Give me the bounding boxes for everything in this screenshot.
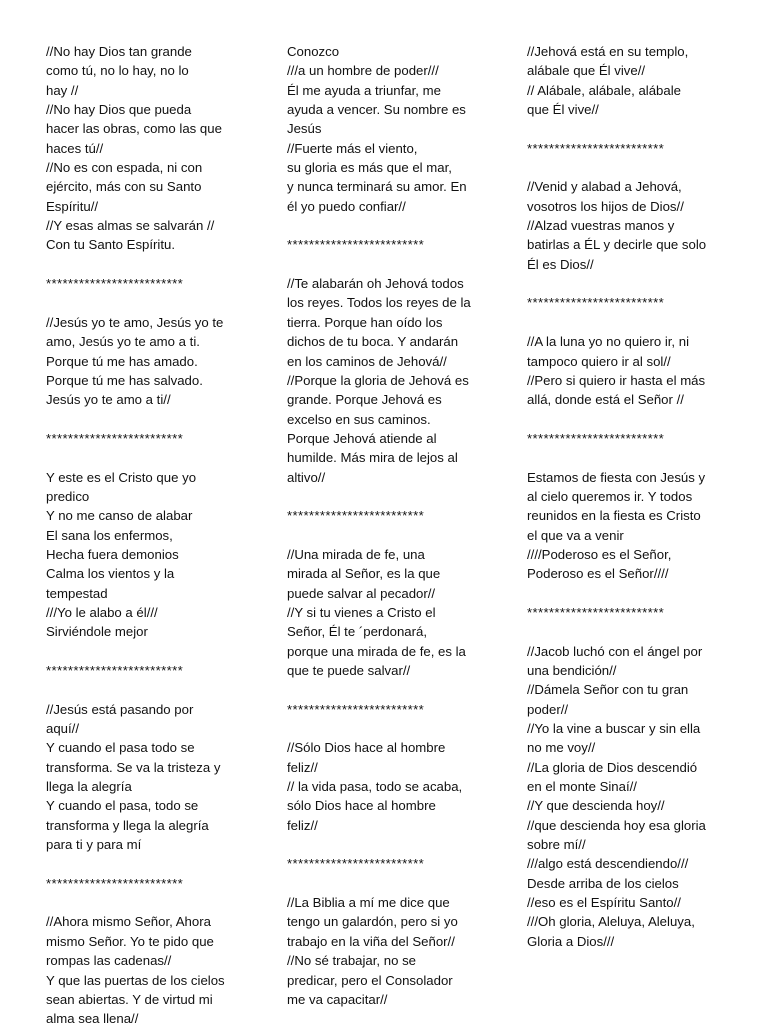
lyric-line: rompas las cadenas//: [46, 953, 172, 969]
lyric-line: Jesús yo te amo a ti//: [46, 392, 171, 408]
song-block: [46, 912, 246, 1028]
lyric-line: // Alábale, alábale, alábale: [527, 82, 681, 98]
lyric-line: Porque tú me has amado.: [46, 353, 198, 369]
lyric-line: allá, donde está el Señor //: [527, 392, 684, 408]
lyric-line: alábale que Él vive//: [527, 63, 646, 79]
lyric-line: Porque tú me has salvado.: [46, 372, 203, 388]
lyric-line: //que descienda hoy esa gloria: [527, 817, 706, 833]
lyric-line: ////Poderoso es el Señor,: [527, 546, 672, 562]
lyric-line: su gloria es más que el mar,: [287, 160, 452, 176]
lyric-line: llega la alegría: [46, 779, 132, 795]
lyric-line: el que va a venir: [527, 527, 624, 543]
lyric-line: //No sé trabajar, no se: [287, 953, 417, 969]
song-block: [46, 42, 246, 255]
lyric-line: mismo Señor. Yo te pido que: [46, 933, 214, 949]
song-block: [527, 642, 727, 952]
lyric-line: Y cuando el pasa, todo se: [46, 798, 199, 814]
lyric-line: como tú, no lo hay, no lo: [46, 63, 189, 79]
lyric-line: Hecha fuera demonios: [46, 546, 179, 562]
lyric-line: ///Oh gloria, Aleluya, Aleluya,: [527, 914, 695, 930]
lyric-line: tengo un galardón, pero si yo: [287, 914, 458, 930]
lyric-line: tempestad: [46, 585, 108, 601]
lyric-line: en los caminos de Jehová//: [287, 353, 447, 369]
lyric-line: tampoco quiero ir al sol//: [527, 353, 671, 369]
lyric-line: Conozco: [287, 44, 340, 59]
song-separator: *************************: [527, 430, 665, 446]
lyric-line: para ti y para mí: [46, 837, 142, 853]
lyric-line: hacer las obras, como las que: [46, 121, 222, 137]
lyric-line: // la vida pasa, todo se acaba,: [287, 779, 463, 795]
lyric-line: predicar, pero el Consolador: [287, 972, 453, 988]
lyric-line: Señor, Él te ´perdonará,: [287, 624, 428, 640]
lyric-line: //La Biblia a mí me dice que: [287, 895, 450, 911]
lyric-line: //Porque la gloria de Jehová es: [287, 372, 469, 388]
lyric-line: ///algo está descendiendo///: [527, 856, 689, 872]
lyric-line: Él me ayuda a triunfar, me: [287, 82, 441, 98]
lyrics-column-2: [287, 42, 487, 1009]
lyric-line: //eso es el Espíritu Santo//: [527, 895, 681, 911]
lyric-line: dichos de tu boca. Y andarán: [287, 334, 459, 350]
lyric-line: //Dámela Señor con tu gran: [527, 682, 689, 698]
lyric-line: no me voy//: [527, 740, 596, 756]
lyric-line: él yo puedo confiar//: [287, 198, 406, 214]
lyric-line: feliz//: [287, 759, 318, 775]
lyric-line: que te puede salvar//: [287, 663, 411, 678]
lyric-line: //Yo la vine a buscar y sin ella: [527, 721, 701, 737]
song-block: [46, 700, 246, 855]
lyric-line: Y no me canso de alabar: [46, 508, 193, 524]
lyric-line: ejército, más con su Santo: [46, 179, 202, 195]
lyric-line: //Fuerte más el viento,: [287, 140, 418, 156]
lyric-line: //Jesús yo te amo, Jesús yo te: [46, 314, 224, 330]
lyric-line: //Jehová está en su templo,: [527, 44, 689, 59]
lyric-line: El sana los enfermos,: [46, 527, 173, 543]
song-block: [527, 177, 727, 274]
lyric-line: trabajo en la viña del Señor//: [287, 933, 455, 949]
song-separator: *************************: [287, 701, 425, 717]
lyric-line: tierra. Porque han oído los: [287, 314, 443, 330]
lyric-line: haces tú//: [46, 140, 104, 156]
song-separator: *************************: [527, 604, 665, 620]
lyric-line: //Alzad vuestras manos y: [527, 218, 675, 234]
lyric-line: porque una mirada de fe, es la: [287, 643, 466, 659]
lyric-line: //No es con espada, ni con: [46, 160, 203, 176]
lyric-line: ///a un hombre de poder///: [287, 63, 439, 79]
lyric-line: los reyes. Todos los reyes de la: [287, 295, 471, 311]
lyric-line: humilde. Más mira de lejos al: [287, 450, 458, 466]
lyric-line: en el monte Sinaí//: [527, 779, 637, 795]
lyric-line: predico: [46, 488, 90, 504]
lyric-line: al cielo queremos ir. Y todos: [527, 488, 693, 504]
lyric-line: //Sólo Dios hace al hombre: [287, 740, 446, 756]
lyric-line: Poderoso es el Señor////: [527, 566, 669, 582]
lyrics-column-3: [527, 42, 727, 951]
song-separator: *************************: [287, 856, 425, 872]
lyric-line: poder//: [527, 701, 569, 717]
lyric-line: //La gloria de Dios descendió: [527, 759, 698, 775]
lyric-line: Jesús: [287, 121, 322, 137]
song-separator: *************************: [46, 430, 184, 446]
lyric-line: //Venid y alabad a Jehová,: [527, 179, 682, 195]
lyric-line: //No hay Dios que pueda: [46, 102, 192, 118]
song-separator: *************************: [527, 295, 665, 311]
lyric-line: hay //: [46, 82, 79, 98]
song-block: [527, 468, 727, 584]
lyric-line: alma sea llena//: [46, 1011, 139, 1027]
song-separator: *************************: [287, 508, 425, 524]
lyric-line: //Y esas almas se salvarán //: [46, 218, 215, 234]
song-block: [46, 313, 246, 410]
lyric-line: Gloria a Dios///: [527, 933, 615, 949]
lyric-line: aquí//: [46, 721, 79, 737]
lyric-line: //Y que descienda hoy//: [527, 798, 665, 814]
lyric-line: //Y si tu vienes a Cristo el: [287, 604, 436, 620]
lyric-line: altivo//: [287, 469, 326, 485]
lyric-line: feliz//: [287, 817, 318, 833]
lyric-line: Estamos de fiesta con Jesús y: [527, 469, 706, 485]
lyric-line: //Una mirada de fe, una: [287, 546, 425, 562]
lyric-line: Él es Dios//: [527, 256, 594, 272]
lyric-line: Calma los vientos y la: [46, 566, 175, 582]
song-separator: *************************: [46, 875, 184, 891]
lyric-line: reunidos en la fiesta es Cristo: [527, 508, 701, 524]
lyric-line: y nunca terminará su amor. En: [287, 179, 467, 195]
lyric-line: transforma y llega la alegría: [46, 817, 209, 833]
song-block: [287, 893, 487, 1009]
song-block: [287, 545, 487, 680]
lyric-line: Desde arriba de los cielos: [527, 875, 679, 891]
song-separator: *************************: [527, 140, 665, 156]
lyric-line: sobre mí//: [527, 837, 586, 853]
lyric-line: Y que las puertas de los cielos: [46, 972, 225, 988]
lyric-line: //A la luna yo no quiero ir, ni: [527, 334, 690, 350]
lyric-line: que Él vive//: [527, 102, 599, 118]
lyric-line: excelso en sus caminos.: [287, 411, 431, 427]
lyric-line: sean abiertas. Y de virtud mi: [46, 991, 213, 1007]
lyric-line: puede salvar al pecador//: [287, 585, 436, 601]
lyric-line: ayuda a vencer. Su nombre es: [287, 102, 466, 118]
lyric-line: ///Yo le alabo a él///: [46, 604, 158, 620]
lyric-line: Espíritu//: [46, 198, 99, 214]
song-block: [287, 274, 487, 487]
lyric-line: //Jacob luchó con el ángel por: [527, 643, 703, 659]
lyric-line: Con tu Santo Espíritu.: [46, 237, 176, 253]
lyric-line: amo, Jesús yo te amo a ti.: [46, 334, 200, 350]
lyric-line: //Pero si quiero ir hasta el más: [527, 372, 706, 388]
song-block: [287, 738, 487, 835]
lyric-line: transforma. Se va la tristeza y: [46, 759, 221, 775]
song-block: [527, 332, 727, 409]
lyric-line: grande. Porque Jehová es: [287, 392, 442, 408]
lyric-line: mirada al Señor, es la que: [287, 566, 441, 582]
song-separator: *************************: [46, 276, 184, 292]
lyric-line: sólo Dios hace al hombre: [287, 798, 436, 814]
song-separator: *************************: [46, 663, 184, 678]
lyric-line: //Jesús está pasando por: [46, 701, 194, 717]
lyric-line: Y este es el Cristo que yo: [46, 469, 197, 485]
song-block: [527, 42, 727, 119]
song-block: [287, 42, 487, 216]
lyrics-column-1: [46, 42, 246, 1029]
song-separator: *************************: [287, 237, 425, 253]
lyric-line: Y cuando el pasa todo se: [46, 740, 195, 756]
lyric-line: Sirviéndole mejor: [46, 624, 148, 640]
song-block: [46, 468, 246, 642]
lyric-line: Porque Jehová atiende al: [287, 430, 437, 446]
lyric-line: //Ahora mismo Señor, Ahora: [46, 914, 211, 930]
lyric-line: //Te alabarán oh Jehová todos: [287, 276, 464, 292]
lyric-line: vosotros los hijos de Dios//: [527, 198, 684, 214]
lyric-line: una bendición//: [527, 663, 617, 678]
lyric-line: //No hay Dios tan grande: [46, 44, 192, 59]
lyric-line: batirlas a ÉL y decirle que solo: [527, 237, 707, 253]
lyric-line: me va capacitar//: [287, 991, 388, 1007]
